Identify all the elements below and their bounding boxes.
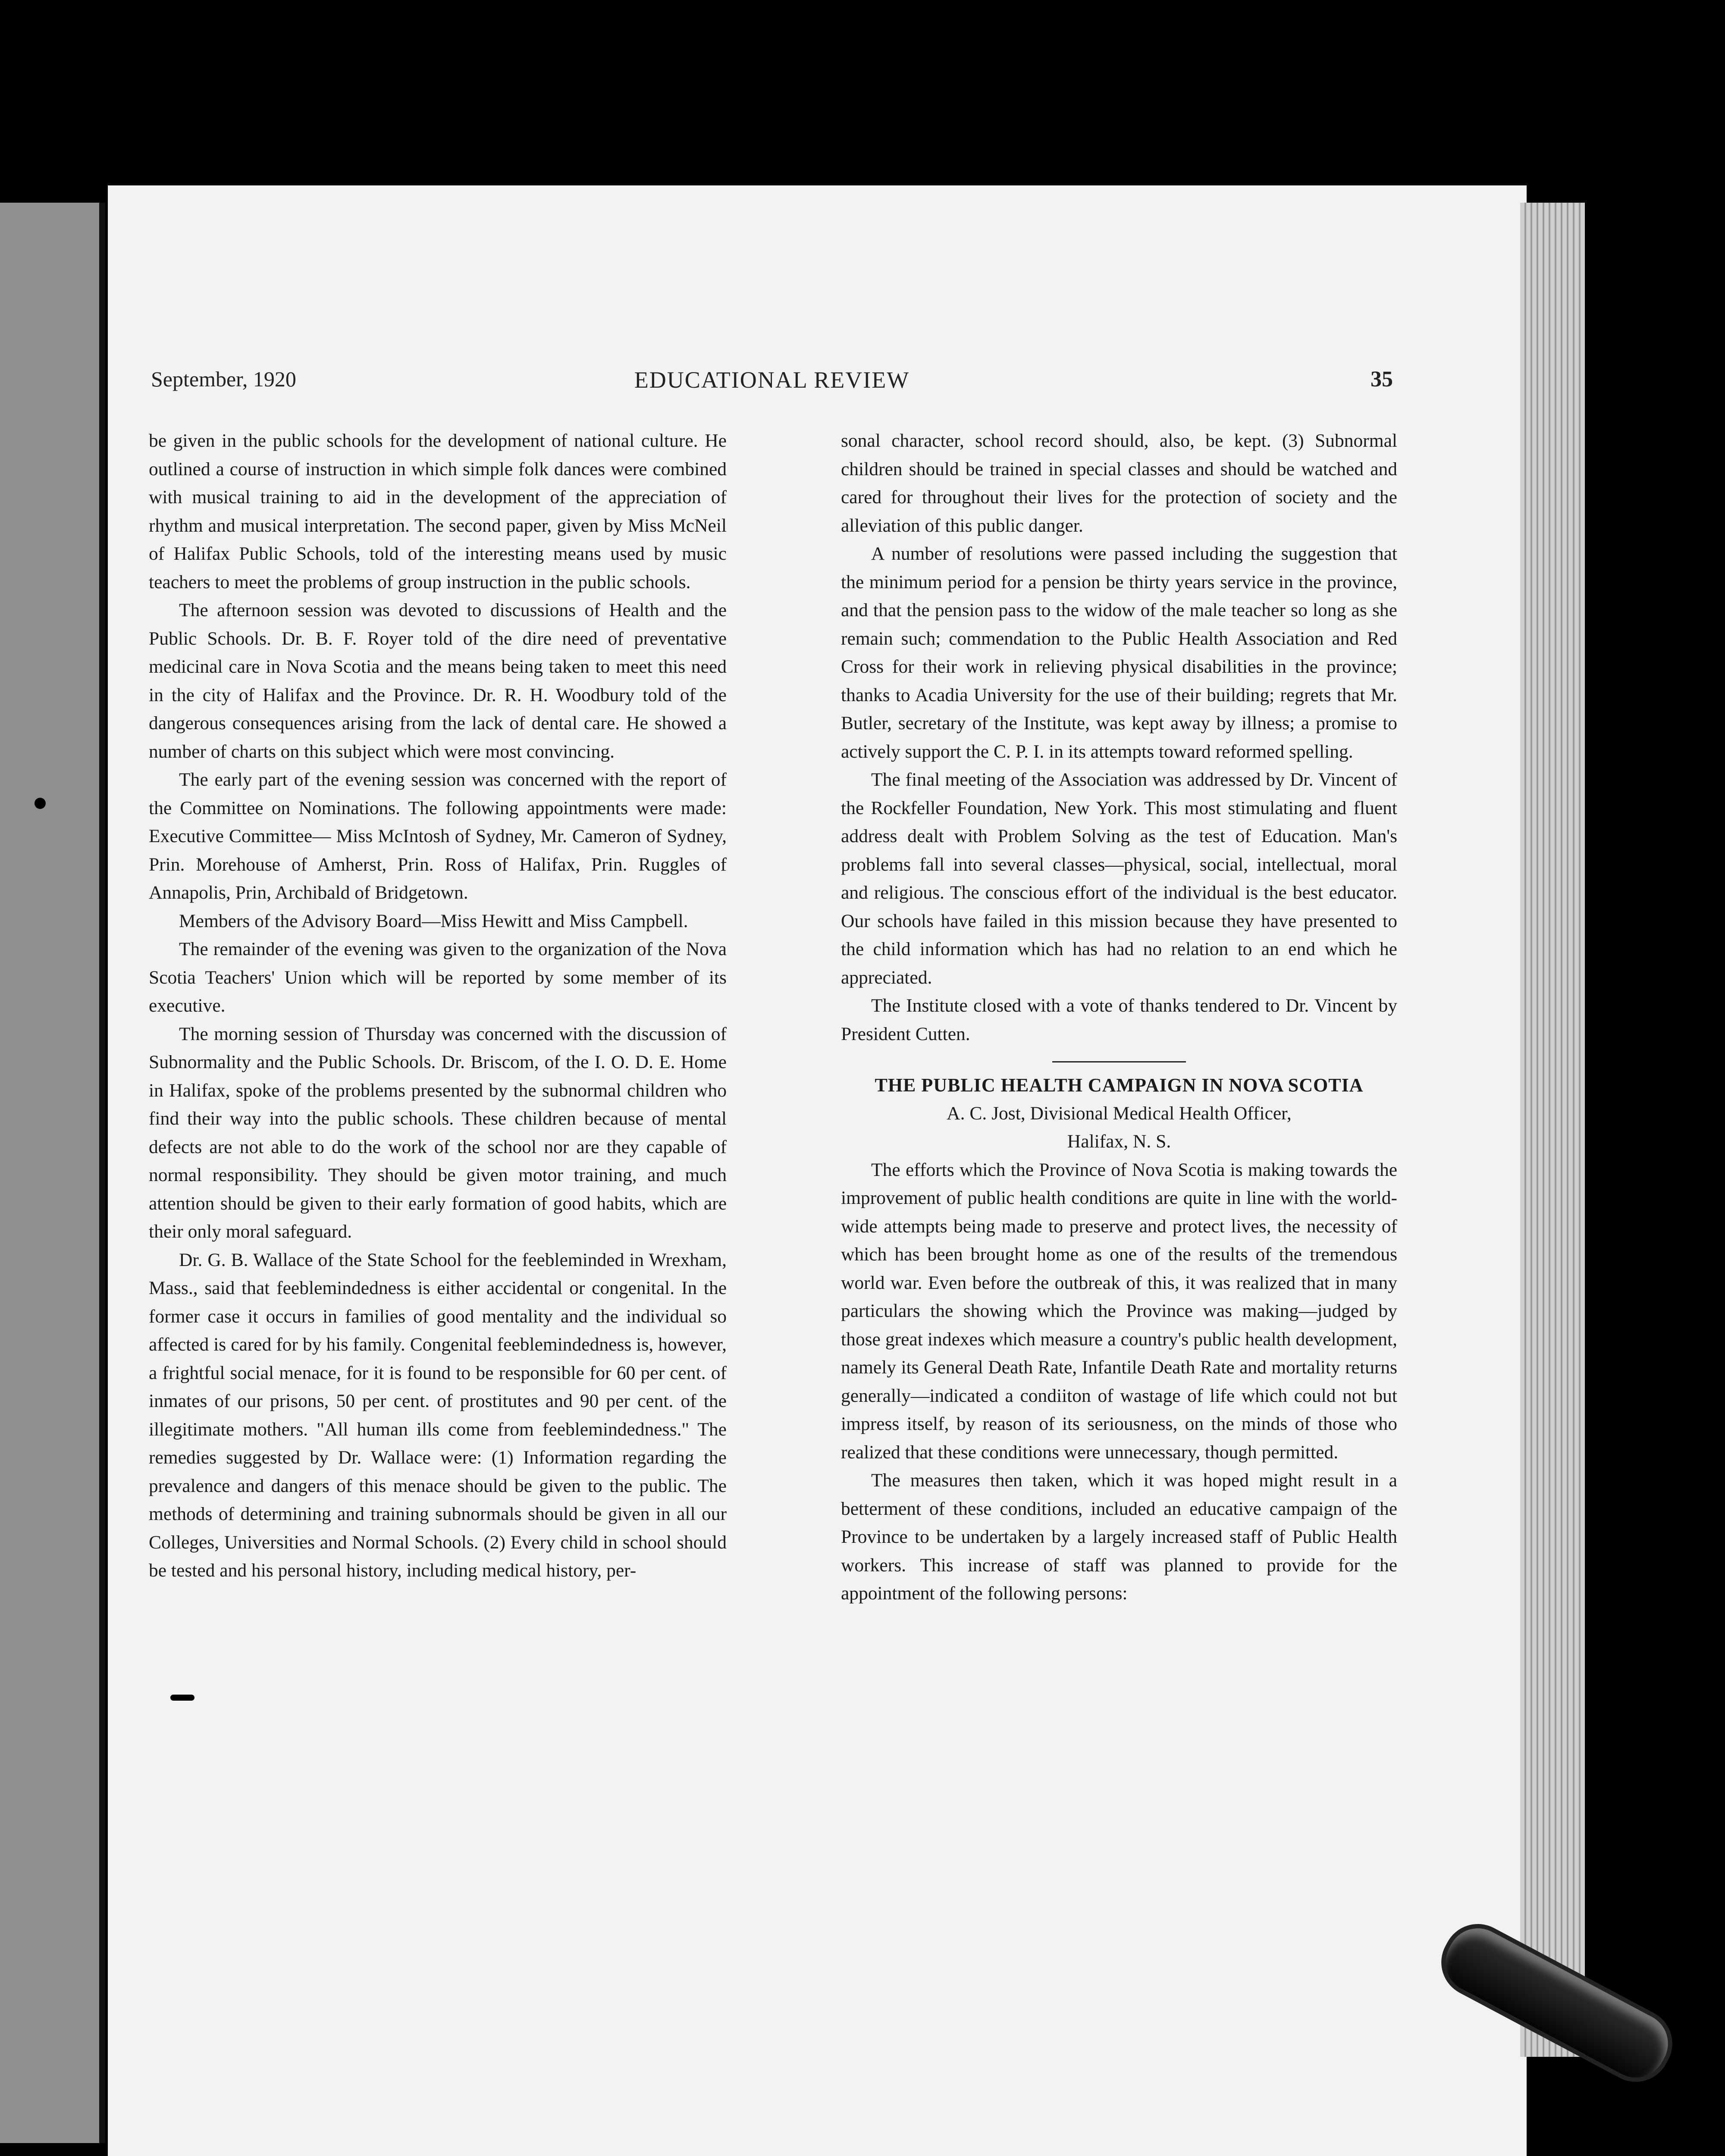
facing-page-edge <box>0 203 105 2143</box>
paragraph: The Institute closed with a vote of thanks tendered to Dr. Vincent by President Cutten. <box>841 995 1397 1044</box>
paragraph: The final meeting of the Association was addressed by Dr. Vincent of the Rockfeller Foundation, New York. This most stimulating and fluent address dealt with Problem Solving as the test of Education. Man's problems fall into several classes—physical, social, intellectual, moral and religious. The conscious effort of the individual is the best educator. Our schools have failed in this mission because they have presented to the child information which has had no relation to an end which he appreciated. <box>841 769 1397 988</box>
paragraph: Dr. G. B. Wallace of the State School for the feebleminded in Wrexham, Mass., said that feeblemindedness is either accidental or congenital. In the former case it occurs in families of good mentality and the individual so affected is cared for by his family. Congenital feeblemindedness is, however, a frightful social menace, for it is found to be responsible for 60 per cent. of inmates of our prisons, 50 per cent. of prostitutes and 90 per cent. of the illegitimate mothers. "All human ills come from feeblemindedness." The remedies suggested by Dr. Wallace were: (1) Information regarding the prevalence and dangers of this menace should be given to the public. The methods of determining and training subnormals should be given in all our Colleges, Universities and Normal Schools. (2) Every child in school should be tested and his personal history, including medical history, per- <box>149 1249 727 1581</box>
paragraph: The remainder of the evening was given to the organization of the Nova Scotia Teachers' Union which will be reported by some member of its executive. <box>149 939 727 1016</box>
article-byline: A. C. Jost, Divisional Medical Health Officer, <box>947 1103 1292 1124</box>
paragraph: A number of resolutions were passed including the suggestion that the minimum period for a pension be thirty years service in the province, and that the pension pass to the widow of the male teacher so long as she remain such; commendation to the Public Health Association and Red Cross for their work in relieving physical disabilities in the province; thanks to Acadia University for the use of their building; regrets that Mr. Butler, secretary of the Institute, was kept away by illness; a promise to actively support the C. P. I. in its attempts toward reformed spelling. <box>841 543 1397 762</box>
paragraph: sonal character, school record should, also, be kept. (3) Subnormal children should be trained in special classes and should be watched and cared for throughout their lives for the protection of society and the alleviation of this public danger. <box>841 430 1397 536</box>
scan-speck <box>34 798 46 809</box>
page-stack-edge <box>1520 203 1585 2057</box>
paragraph: The morning session of Thursday was concerned with the discussion of Subnormality and the Public Schools. Dr. Briscom, of the I. O. D. E. Home in Halifax, spoke of the problems presented by the subnormal children who find their way into the public schools. These children because of mental defects are not able to do the work of the school nor are they capable of normal responsibility. They should be given motor training, and much attention should be given to their early formation of good habits, which are their only moral safeguard. <box>149 1023 727 1242</box>
left-column <box>149 427 727 1585</box>
page-number: 35 <box>1371 367 1393 392</box>
right-column <box>841 427 1397 1608</box>
paragraph: be given in the public schools for the development of national culture. He outlined a course of instruction in which simple folk dances were combined with musical training to aid in the development of the appreciation of rhythm and musical interpretation. The second paper, given by Miss McNeil of Halifax Public Schools, told of the interesting means used by music teachers to meet the problems of group instruction in the public schools. <box>149 430 727 592</box>
paragraph: The measures then taken, which it was hoped might result in a betterment of these conditions, included an educative campaign of the Province to be undertaken by a largely increased staff of Public Health workers. This increase of staff was planned to provide for the appointment of the following persons: <box>841 1470 1397 1604</box>
paragraph: The efforts which the Province of Nova Scotia is making towards the improvement of public health conditions are quite in line with the world-wide attempts being made to preserve and protect lives, the necessity of which has been brought home as one of the results of the tremendous world war. Even before the outbreak of this, it was realized that in many particulars the showing which the Province was making—judged by those great indexes which measure a country's public health development, namely its General Death Rate, Infantile Death Rate and mortality returns generally—indicated a condiiton of wastage of life which could not but impress itself, by reason of its seriousness, on the minds of those who realized that these conditions were unnecessary, though permitted. <box>841 1159 1397 1463</box>
running-header <box>151 367 1393 401</box>
scan-speck <box>170 1695 194 1701</box>
paragraph: The afternoon session was devoted to discussions of Health and the Public Schools. Dr. B. F. Royer told of the dire need of preventative medicinal care in Nova Scotia and the means being taken to meet this need in the city of Halifax and the Province. Dr. R. H. Woodbury told of the dangerous consequences arising from the lack of dental care. He showed a number of charts on this subject which were most convincing. <box>149 600 727 762</box>
section-divider <box>1052 1061 1186 1062</box>
paragraph: Members of the Advisory Board—Miss Hewitt and Miss Campbell. <box>179 910 688 931</box>
paragraph: The early part of the evening session was concerned with the report of the Committee on Nominations. The following appointments were made: Executive Committee— Miss McIntosh of Sydney, Mr. Cameron of Sydney, Prin. Morehouse of Amherst, Prin. Ross of Halifax, Prin. Ruggles of Annapolis, Prin, Archibald of Bridgetown. <box>149 769 727 903</box>
header-date: September, 1920 <box>151 367 296 391</box>
header-journal-title: EDUCATIONAL REVIEW <box>634 367 910 393</box>
article-title: THE PUBLIC HEALTH CAMPAIGN IN NOVA SCOTIA <box>875 1075 1364 1096</box>
article-byline-location: Halifax, N. S. <box>1067 1131 1171 1152</box>
